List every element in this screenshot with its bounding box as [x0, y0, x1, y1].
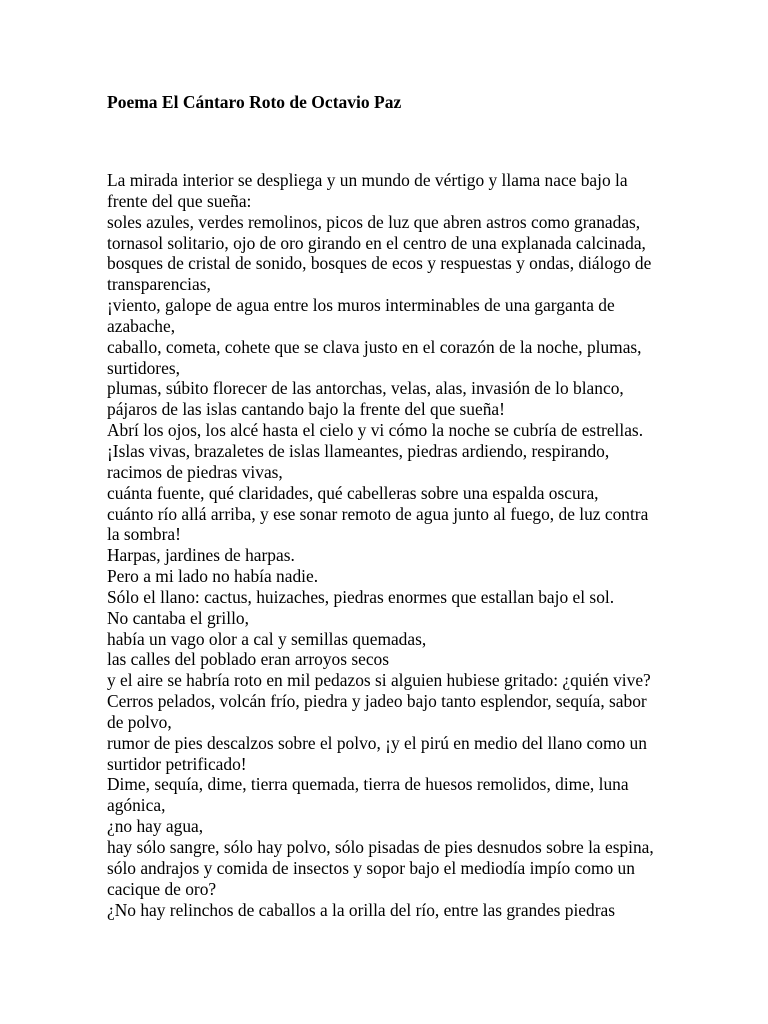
poem-line: caballo, cometa, cohete que se clava justo en el corazón de la noche, plumas,	[107, 336, 642, 357]
poem-line: soles azules, verdes remolinos, picos de luz que abren astros como granadas,	[107, 211, 641, 232]
poem-line: ¿no hay agua,	[107, 816, 204, 837]
poem-line: surtidores,	[107, 357, 180, 378]
poem-line: cuánta fuente, qué claridades, qué cabelleras sobre una espalda oscura,	[107, 482, 599, 503]
poem-line: surtidor petrificado!	[107, 753, 247, 774]
poem-line: La mirada interior se despliega y un mundo de vértigo y llama nace bajo la	[107, 170, 628, 190]
poem-line: y el aire se habría roto en mil pedazos si alguien hubiese gritado: ¿quién vive?	[107, 670, 651, 691]
poem-line: cacique de oro?	[107, 878, 217, 899]
poem-line: ¿No hay relinchos de caballos a la orilla del río, entre las grandes piedras	[107, 899, 615, 920]
poem-line: transparencias,	[107, 274, 211, 295]
document-title: Poema El Cántaro Roto de Octavio Paz	[107, 92, 402, 112]
poem-line: Dime, sequía, dime, tierra quemada, tierra de huesos remolidos, dime, luna	[107, 774, 629, 795]
poem-line: tornasol solitario, ojo de oro girando en el centro de una explanada calcinada,	[107, 232, 646, 253]
poem-body	[107, 170, 677, 920]
poem-line: pájaros de las islas cantando bajo la frente del que sueña!	[107, 399, 505, 420]
poem-line: de polvo,	[107, 711, 172, 732]
poem-line: plumas, súbito florecer de las antorchas, velas, alas, invasión de lo blanco,	[107, 378, 624, 399]
poem-line: racimos de piedras vivas,	[107, 461, 283, 482]
poem-line: Harpas, jardines de harpas.	[107, 545, 295, 566]
poem-line: azabache,	[107, 315, 176, 336]
poem-line: ¡Islas vivas, brazaletes de islas llameantes, piedras ardiendo, respirando,	[107, 440, 610, 461]
poem-line: había un vago olor a cal y semillas quemadas,	[107, 628, 427, 649]
poem-line: la sombra!	[107, 524, 181, 545]
poem-line: frente del que sueña:	[107, 190, 252, 211]
poem-line: ¡viento, galope de agua entre los muros interminables de una garganta de	[107, 295, 615, 316]
poem-line: las calles del poblado eran arroyos secos	[107, 649, 390, 670]
poem-line: cuánto río allá arriba, y ese sonar remoto de agua junto al fuego, de luz contra	[107, 503, 649, 524]
poem-line: agónica,	[107, 795, 166, 816]
poem-line: Abrí los ojos, los alcé hasta el cielo y vi cómo la noche se cubría de estrellas.	[107, 420, 644, 441]
poem-line: Sólo el llano: cactus, huizaches, piedras enormes que estallan bajo el sol.	[107, 586, 615, 607]
poem-line: Pero a mi lado no había nadie.	[107, 566, 319, 587]
poem-line: bosques de cristal de sonido, bosques de ecos y respuestas y ondas, diálogo de	[107, 253, 652, 274]
poem-line: hay sólo sangre, sólo hay polvo, sólo pisadas de pies desnudos sobre la espina,	[107, 837, 654, 857]
poem-line: sólo andrajos y comida de insectos y sopor bajo el mediodía impío como un	[107, 857, 635, 878]
poem-line: rumor de pies descalzos sobre el polvo, ¡y el pirú en medio del llano como un	[107, 732, 647, 753]
poem-line: No cantaba el grillo,	[107, 607, 249, 628]
poem-line: Cerros pelados, volcán frío, piedra y jadeo bajo tanto esplendor, sequía, sabor	[107, 691, 647, 712]
